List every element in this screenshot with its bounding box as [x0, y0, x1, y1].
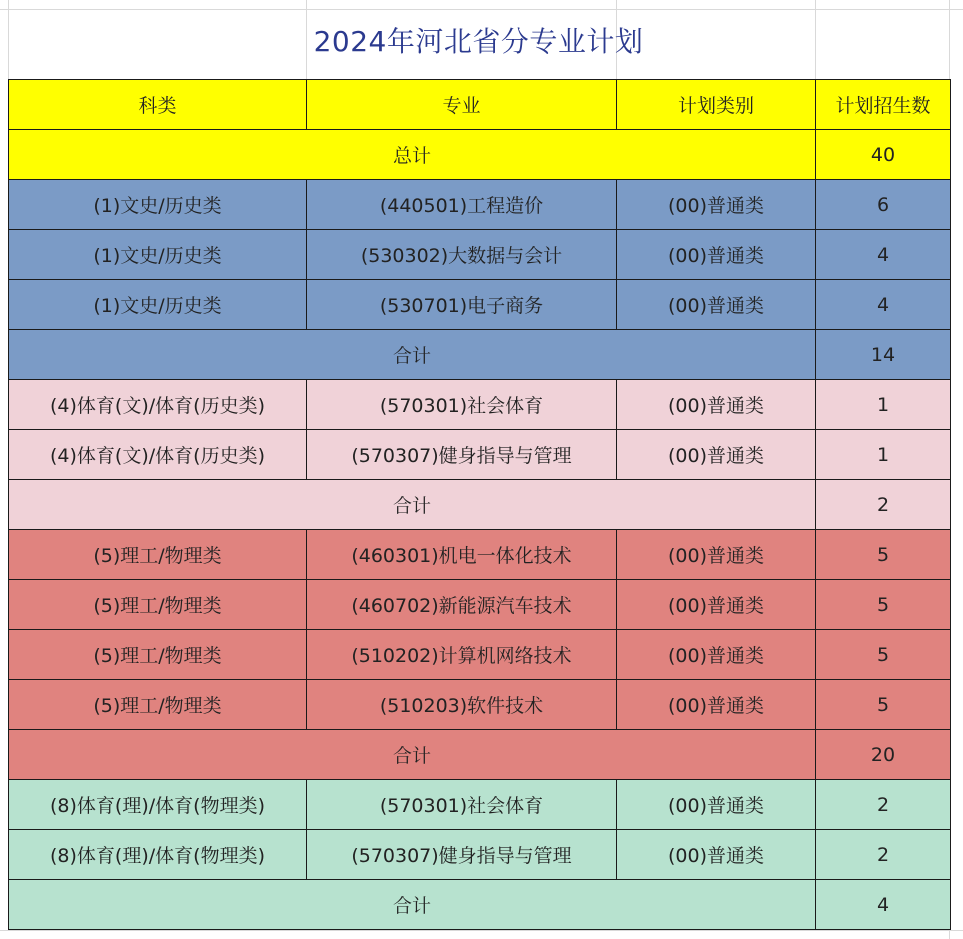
grand-total-label-cell[interactable]: 总计 [9, 130, 816, 180]
plan-type-cell[interactable]: (00)普通类 [617, 830, 816, 880]
major-cell[interactable]: (510203)软件技术 [307, 680, 617, 730]
category-cell[interactable]: (4)体育(文)/体育(历史类) [9, 380, 307, 430]
subtotal-row [9, 330, 951, 380]
count-cell[interactable]: 4 [816, 230, 951, 280]
category-cell[interactable]: (8)体育(理)/体育(物理类) [9, 780, 307, 830]
count-cell[interactable]: 2 [816, 780, 951, 830]
plan-table [8, 79, 951, 930]
header-plan-type-cell[interactable]: 计划类别 [617, 80, 816, 130]
category-cell[interactable]: (5)理工/物理类 [9, 680, 307, 730]
major-cell[interactable]: (530701)电子商务 [307, 280, 617, 330]
subtotal-label-cell[interactable]: 合计 [9, 730, 816, 780]
sheet-gridline [0, 930, 963, 931]
subtotal-label-cell[interactable]: 合计 [9, 880, 816, 930]
count-cell[interactable]: 5 [816, 580, 951, 630]
plan-type-cell[interactable]: (00)普通类 [617, 280, 816, 330]
category-cell[interactable]: (5)理工/物理类 [9, 630, 307, 680]
plan-type-cell[interactable]: (00)普通类 [617, 530, 816, 580]
table-row [9, 780, 951, 830]
count-cell[interactable]: 5 [816, 630, 951, 680]
count-cell[interactable]: 6 [816, 180, 951, 230]
plan-type-cell[interactable]: (00)普通类 [617, 380, 816, 430]
category-cell[interactable]: (1)文史/历史类 [9, 280, 307, 330]
category-cell[interactable]: (1)文史/历史类 [9, 180, 307, 230]
plan-type-cell[interactable]: (00)普通类 [617, 430, 816, 480]
table-row [9, 830, 951, 880]
subtotal-label-cell[interactable]: 合计 [9, 330, 816, 380]
header-major-cell[interactable]: 专业 [307, 80, 617, 130]
subtotal-label-cell[interactable]: 合计 [9, 480, 816, 530]
plan-type-cell[interactable]: (00)普通类 [617, 630, 816, 680]
subtotal-value-cell[interactable]: 4 [816, 880, 951, 930]
major-cell[interactable]: (570307)健身指导与管理 [307, 430, 617, 480]
category-cell[interactable]: (1)文史/历史类 [9, 230, 307, 280]
major-cell[interactable]: (460702)新能源汽车技术 [307, 580, 617, 630]
table-row [9, 680, 951, 730]
subtotal-row [9, 880, 951, 930]
major-cell[interactable]: (570301)社会体育 [307, 380, 617, 430]
category-cell[interactable]: (5)理工/物理类 [9, 580, 307, 630]
table-row [9, 630, 951, 680]
count-cell[interactable]: 2 [816, 830, 951, 880]
major-cell[interactable]: (460301)机电一体化技术 [307, 530, 617, 580]
major-cell[interactable]: (570307)健身指导与管理 [307, 830, 617, 880]
category-cell[interactable]: (8)体育(理)/体育(物理类) [9, 830, 307, 880]
subtotal-row [9, 730, 951, 780]
table-row [9, 230, 951, 280]
table-row [9, 380, 951, 430]
table-row [9, 180, 951, 230]
header-count-cell[interactable]: 计划招生数 [816, 80, 951, 130]
grand-total-row [9, 130, 951, 180]
plan-type-cell[interactable]: (00)普通类 [617, 780, 816, 830]
header-category-cell[interactable]: 科类 [9, 80, 307, 130]
table-row [9, 530, 951, 580]
table-row [9, 280, 951, 330]
subtotal-value-cell[interactable]: 2 [816, 480, 951, 530]
major-cell[interactable]: (570301)社会体育 [307, 780, 617, 830]
subtotal-value-cell[interactable]: 14 [816, 330, 951, 380]
count-cell[interactable]: 1 [816, 430, 951, 480]
count-cell[interactable]: 1 [816, 380, 951, 430]
plan-type-cell[interactable]: (00)普通类 [617, 680, 816, 730]
table-row [9, 430, 951, 480]
major-cell[interactable]: (440501)工程造价 [307, 180, 617, 230]
count-cell[interactable]: 4 [816, 280, 951, 330]
sheet-title[interactable]: 2024年河北省分专业计划 [313, 25, 644, 58]
category-cell[interactable]: (4)体育(文)/体育(历史类) [9, 430, 307, 480]
subtotal-row [9, 480, 951, 530]
plan-type-cell[interactable]: (00)普通类 [617, 230, 816, 280]
category-cell[interactable]: (5)理工/物理类 [9, 530, 307, 580]
count-cell[interactable]: 5 [816, 530, 951, 580]
major-cell[interactable]: (510202)计算机网络技术 [307, 630, 617, 680]
major-cell[interactable]: (530302)大数据与会计 [307, 230, 617, 280]
plan-type-cell[interactable]: (00)普通类 [617, 180, 816, 230]
subtotal-value-cell[interactable]: 20 [816, 730, 951, 780]
plan-type-cell[interactable]: (00)普通类 [617, 580, 816, 630]
table-row [9, 580, 951, 630]
count-cell[interactable]: 5 [816, 680, 951, 730]
header-row [9, 80, 951, 130]
grand-total-value-cell[interactable]: 40 [816, 130, 951, 180]
